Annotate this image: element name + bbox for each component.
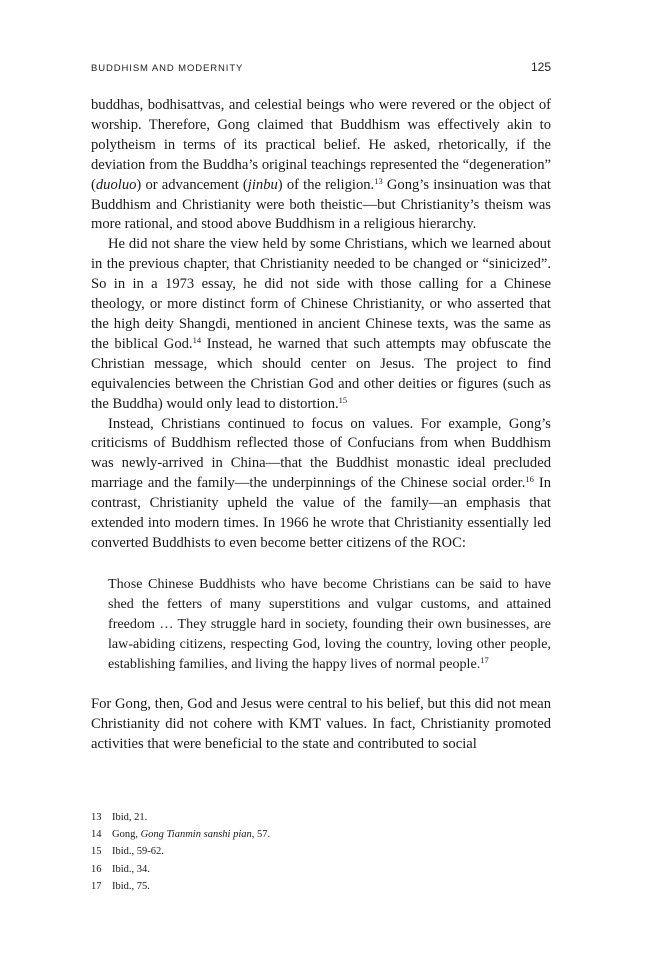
footnote-number: 17 bbox=[91, 880, 102, 892]
text-run: He did not share the view held by some Christians, which we learned about in the previous chapter, that Christianity needed to be changed or “sinicized”. So in in a 1973 essay, he did not side with those calling for a Chinese theology, or more distinct form of Chinese Christianity, or who asserted that the high deity Shangdi, mentioned in ancient Chinese texts, was the same as the biblical God. bbox=[91, 236, 551, 352]
footnote-16 bbox=[91, 861, 551, 878]
text-run: buddhas, bodhisattvas, and celestial beings who were revered or the object of worship. Therefore, Gong claimed that Buddhism was effectively akin to polytheism in terms of its practical belief. He asked, rhetorically, if the deviation from the Buddha’s original teachings represented the “degeneration” ( bbox=[91, 97, 551, 193]
block-quote bbox=[108, 574, 551, 674]
text-run: Instead, he warned that such attempts may obfuscate the Christian message, which should center on Jesus. The project to find equivalencies between the Christian God and other deities or figures (such as the Buddha) would only lead to distortion. bbox=[91, 335, 551, 412]
footnote-17 bbox=[91, 878, 551, 895]
text-run: Gong’s insinuation was that Buddhism and Christianity were both theistic—but Christianity’s theism was more rational, and stood above Buddhism in a religious hierarchy. bbox=[91, 176, 551, 233]
text-run: , 57. bbox=[251, 829, 271, 841]
running-head bbox=[91, 60, 551, 74]
text-run: Gong, bbox=[112, 829, 141, 841]
paragraph-1 bbox=[91, 96, 551, 235]
footnote-text: Ibid., 75. bbox=[112, 880, 150, 892]
footnote-ref-13[interactable]: 13 bbox=[374, 175, 383, 186]
text-run: ) of the religion. bbox=[277, 176, 375, 193]
running-head-title: BUDDHISM AND MODERNITY bbox=[91, 63, 244, 74]
paragraph-2 bbox=[91, 235, 551, 414]
footnote-number: 16 bbox=[91, 863, 102, 875]
page-number: 125 bbox=[530, 60, 551, 74]
footnote-number: 15 bbox=[91, 846, 102, 858]
footnote-text: Ibid., 59-62. bbox=[112, 846, 164, 858]
footnote-15 bbox=[91, 843, 551, 860]
body-text bbox=[91, 96, 551, 755]
paragraph-4 bbox=[91, 695, 551, 755]
footnote-number: 14 bbox=[91, 829, 102, 841]
footnote-ref-15[interactable]: 15 bbox=[338, 394, 348, 405]
text-run: ) or advancement ( bbox=[136, 176, 248, 193]
footnotes bbox=[91, 809, 551, 895]
italic-term-jinbu: jinbu bbox=[247, 176, 278, 193]
footnote-number: 13 bbox=[91, 812, 102, 823]
footnote-book-title: Gong Tianmin sanshi pian bbox=[140, 829, 252, 841]
paragraph-3 bbox=[91, 415, 551, 554]
footnote-text: Ibid., 34. bbox=[112, 863, 150, 875]
text-run: Instead, Christians continued to focus on values. For example, Gong’s criticisms of Buddhism reflected those of Confucians from when Buddhism was newly-arrived in China—that the Buddhist monastic ideal precluded marriage and the family—the underpinnings of the Chinese social order. bbox=[91, 415, 551, 492]
text-run: For Gong, then, God and Jesus were central to his belief, but this did not mean Christianity did not cohere with KMT values. In fact, Christianity promoted activities that were beneficial to the state and contributed to social bbox=[91, 696, 551, 753]
footnote-text: Ibid, 21. bbox=[112, 812, 148, 823]
footnote-ref-17[interactable]: 17 bbox=[480, 655, 489, 666]
footnote-ref-14[interactable]: 14 bbox=[192, 334, 202, 345]
footnote-13 bbox=[91, 809, 551, 826]
italic-term-duoluo: duoluo bbox=[95, 176, 137, 193]
footnote-14 bbox=[91, 826, 551, 843]
quote-text: Those Chinese Buddhists who have become Christians can be said to have shed the fetters of many superstitions and vulgar customs, and attained freedom … They struggle hard in society, founding their own businesses, are law-abiding citizens, respecting God, loving the country, loving other people, establishing families, and living the happy lives of normal people. bbox=[108, 575, 551, 673]
footnote-text bbox=[112, 826, 270, 843]
footnote-ref-16[interactable]: 16 bbox=[525, 474, 534, 485]
text-run: In contrast, Christianity upheld the value of the family—an emphasis that extended into modern times. In 1966 he wrote that Christianity essentially led converted Buddhists to even become better citizens of the ROC: bbox=[91, 475, 551, 551]
